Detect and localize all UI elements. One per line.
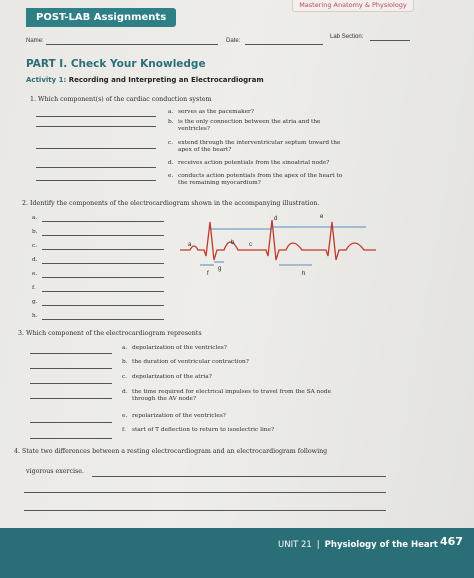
- ecg-label-a: a: [188, 242, 192, 248]
- q2-answer-g[interactable]: [42, 305, 164, 306]
- activity-name: Recording and Interpreting an Electrocardiogram: [68, 76, 264, 84]
- q1-option-a: a. serves as the pacemaker?: [168, 109, 254, 115]
- date-label: Date:: [226, 38, 241, 44]
- q3-answer-e[interactable]: [30, 422, 112, 423]
- q3-answer-c[interactable]: [30, 383, 112, 384]
- ecg-label-d: d: [274, 216, 278, 222]
- q1-option-c: c. extend through the interventricular septum toward the apex of the heart?: [168, 140, 341, 153]
- q1-option-d: d. receives action potentials from the sinoatrial node?: [168, 160, 330, 166]
- q2-answer-e[interactable]: [42, 277, 164, 278]
- q4-answer-line-1[interactable]: [92, 476, 386, 477]
- q2-letter-f: f.: [32, 285, 36, 291]
- q3-answer-b[interactable]: [30, 368, 112, 369]
- ecg-illustration: [180, 212, 380, 282]
- q3-answer-a[interactable]: [30, 353, 112, 354]
- page-number: 467: [440, 535, 463, 548]
- post-lab-banner: POST-LAB Assignments: [26, 8, 176, 27]
- ecg-label-h: h: [302, 271, 306, 277]
- lab-section-field[interactable]: [370, 40, 410, 41]
- ecg-label-c: c: [249, 242, 252, 248]
- footer-unit-title: UNIT 21 | Physiology of the Heart: [278, 540, 438, 550]
- q2-letter-c: c.: [32, 243, 38, 249]
- footer-unit: UNIT 21: [278, 540, 312, 550]
- q2-answer-b[interactable]: [42, 235, 164, 236]
- q2-letter-e: e.: [32, 271, 38, 277]
- q2-letter-d: d.: [32, 257, 38, 263]
- lab-section-label: Lab Section:: [330, 34, 364, 40]
- footer-bar: [0, 528, 474, 578]
- question-3-text: 3. Which component of the electrocardiogram represents: [18, 330, 202, 337]
- q2-letter-b: b.: [32, 229, 38, 235]
- q2-answer-h[interactable]: [42, 319, 164, 320]
- q1-answer-e[interactable]: [36, 180, 156, 181]
- q1-answer-a[interactable]: [36, 116, 156, 117]
- q4-answer-line-3[interactable]: [24, 510, 386, 511]
- date-field[interactable]: [245, 44, 323, 45]
- question-1-text: 1. Which component(s) of the cardiac conduction system: [30, 96, 212, 103]
- question-2-text: 2. Identify the components of the electrocardiogram shown in the accompanying illustration.: [22, 200, 320, 207]
- q3-answer-d[interactable]: [30, 398, 112, 399]
- q3-option-e: e. repolarization of the ventricles?: [122, 413, 226, 419]
- q1-answer-c[interactable]: [36, 148, 156, 149]
- q4-answer-line-2[interactable]: [24, 492, 386, 493]
- ecg-label-e: e: [320, 214, 324, 220]
- q2-answer-c[interactable]: [42, 249, 164, 250]
- q1-option-e: e. conducts action potentials from the apex of the heart to the remaining myocardium?: [168, 173, 343, 186]
- ecg-label-f: f: [207, 271, 209, 277]
- q3-answer-f[interactable]: [30, 438, 112, 439]
- q3-option-b: b. the duration of ventricular contraction?: [122, 359, 249, 365]
- part-title: PART I. Check Your Knowledge: [26, 58, 206, 70]
- question-4-text: 4. State two differences between a resting electrocardiogram and an electrocardiogram following: [14, 448, 328, 455]
- q2-answer-a[interactable]: [42, 221, 164, 222]
- ecg-trace: [180, 220, 376, 260]
- q2-letter-a: a.: [32, 215, 38, 221]
- q1-answer-b[interactable]: [36, 126, 156, 127]
- q3-option-c: c. depolarization of the atria?: [122, 374, 212, 380]
- ecg-label-b: b: [231, 240, 235, 246]
- q1-answer-d[interactable]: [36, 167, 156, 168]
- brand-tab: Mastering Anatomy & Physiology: [292, 0, 414, 12]
- q3-option-f: f. start of T deflection to return to isoelectric line?: [122, 427, 275, 433]
- activity-title: [26, 76, 264, 84]
- q1-option-b: b. is the only connection between the atria and the ventricles?: [168, 119, 321, 132]
- q2-answer-d[interactable]: [42, 263, 164, 264]
- q2-answer-f[interactable]: [42, 291, 164, 292]
- name-label: Name:: [26, 38, 44, 44]
- q2-letter-g: g.: [32, 299, 38, 305]
- q3-option-d: d. the time required for electrical impulses to travel from the SA node through the AV node?: [122, 389, 332, 402]
- ecg-label-g: g: [218, 266, 222, 272]
- footer-title: Physiology of the Heart: [324, 540, 438, 550]
- name-field[interactable]: [46, 44, 218, 45]
- question-4-text-cont: vigorous exercise.: [26, 468, 84, 475]
- q2-letter-h: h.: [32, 313, 38, 319]
- q3-option-a: a. depolarization of the ventricles?: [122, 345, 227, 351]
- activity-label: Activity 1:: [26, 76, 67, 84]
